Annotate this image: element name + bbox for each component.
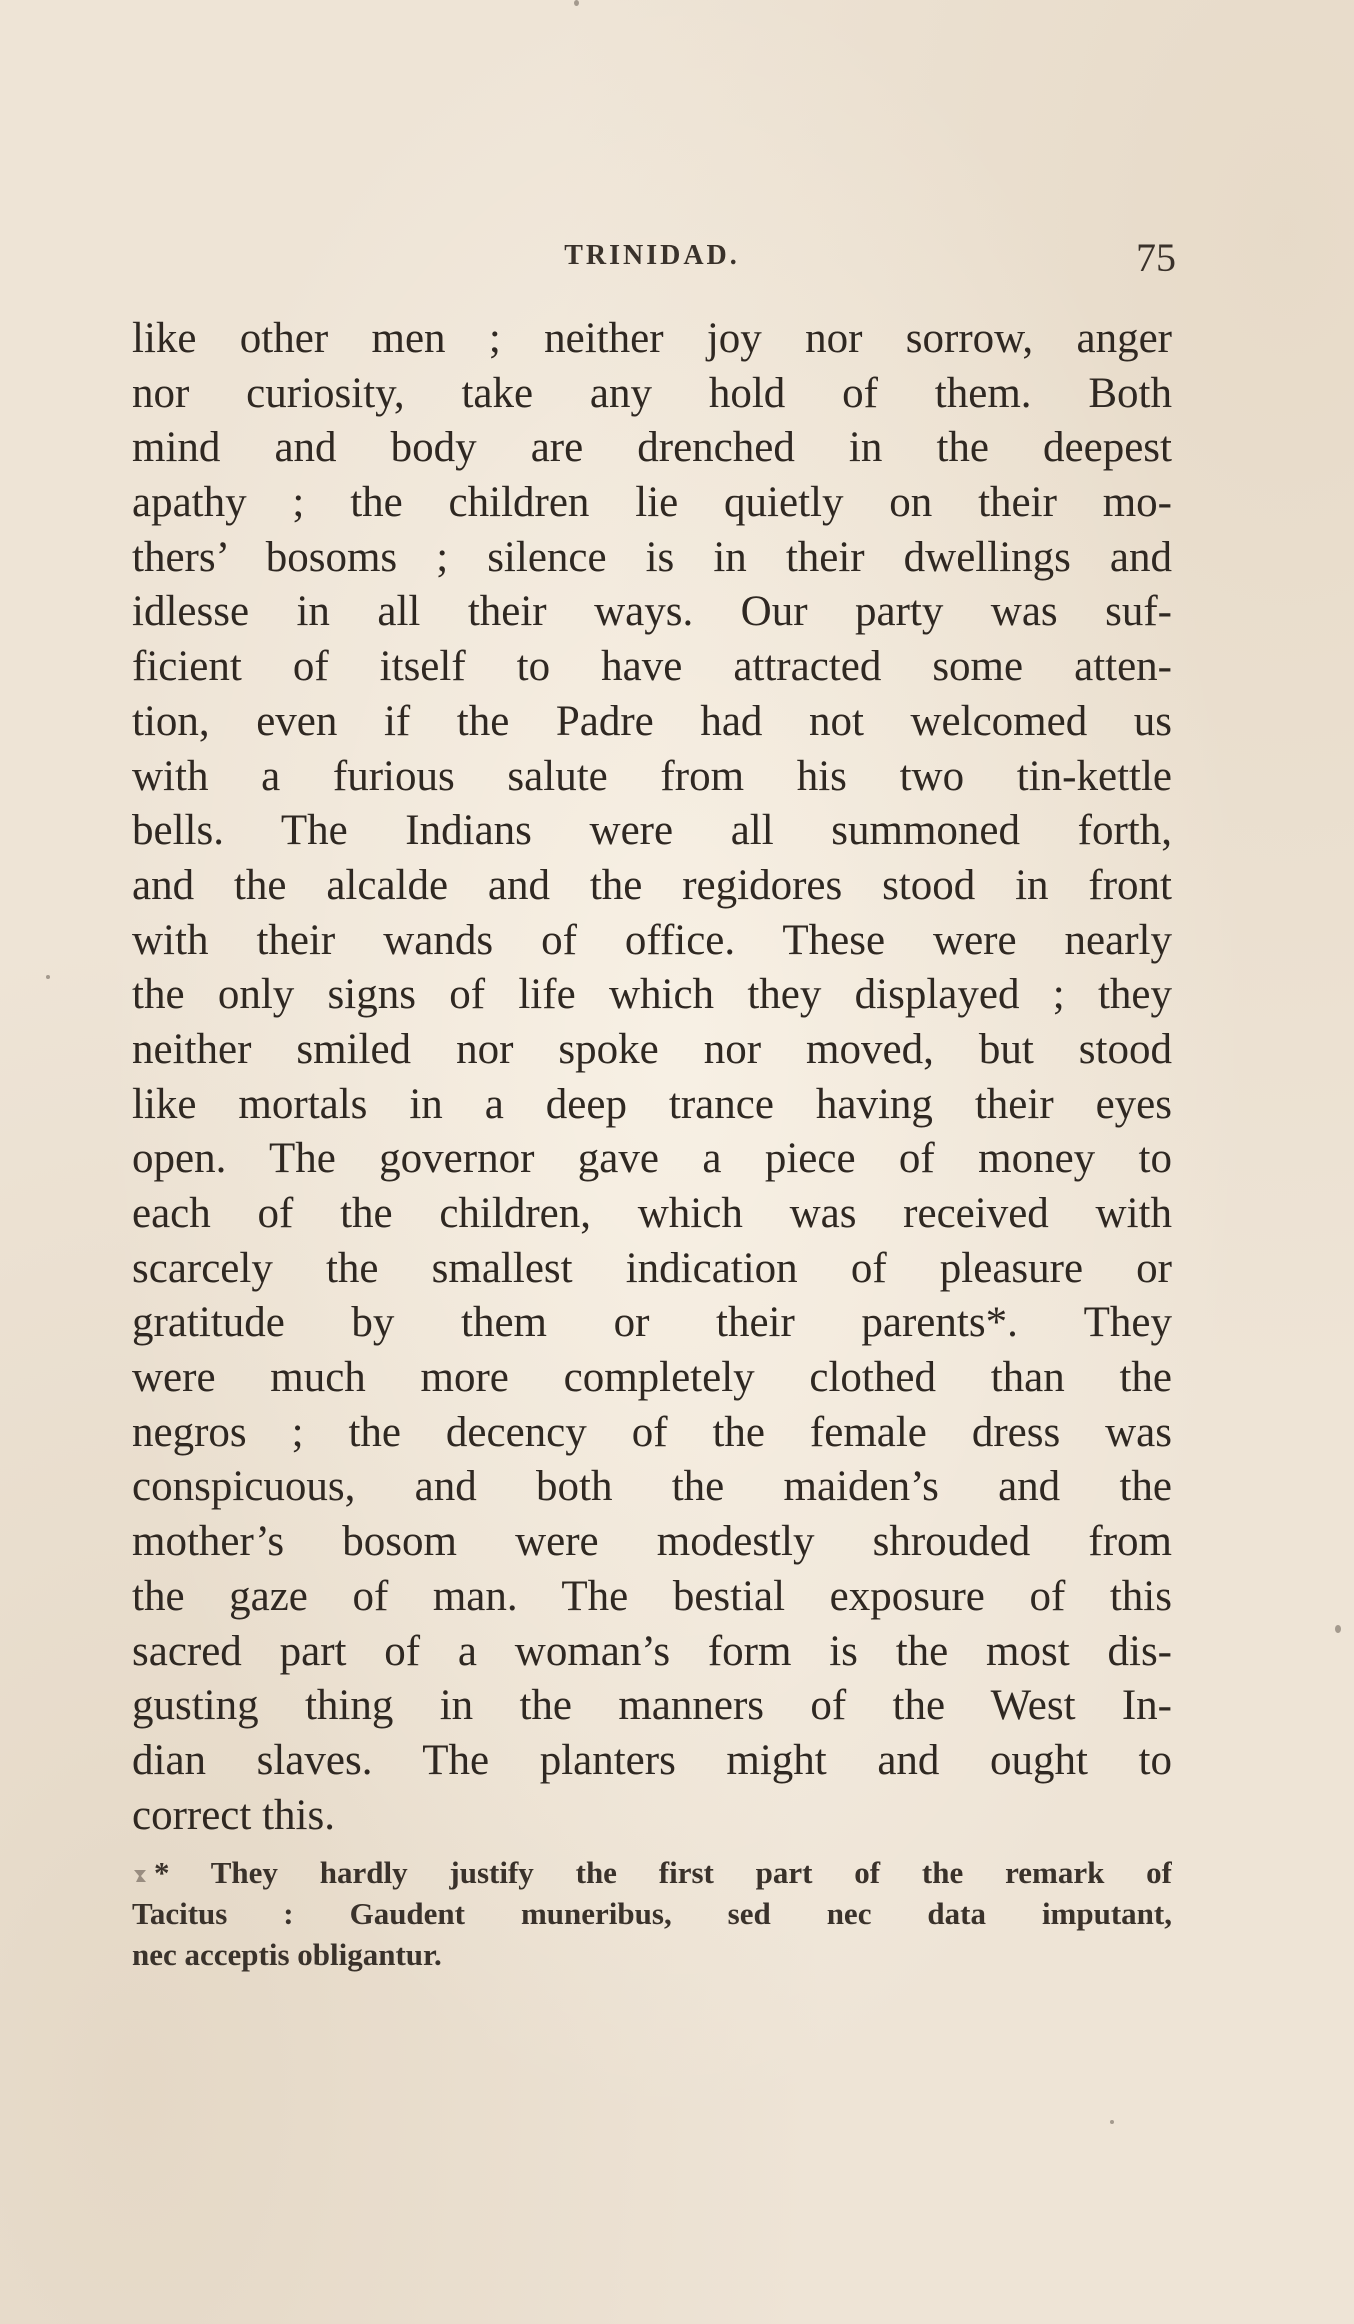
text-line: apathy ; the children lie quietly on their mo-: [132, 479, 1172, 527]
paper-speck: [574, 0, 579, 6]
text-line: thers’ bosoms ; silence is in their dwellings and: [132, 533, 1172, 581]
text-line: negros ; the decency of the female dress was: [132, 1408, 1172, 1456]
footnote: [132, 1852, 1172, 1975]
text-line: gusting thing in the manners of the West In-: [132, 1682, 1172, 1730]
footnote-line: Tacitus : Gaudent muneribus, sed nec data imputant,: [132, 1896, 1172, 1931]
running-title: TRINIDAD.: [564, 240, 740, 271]
text-line: like mortals in a deep trance having their eyes: [132, 1080, 1172, 1128]
text-line: the gaze of man. The bestial exposure of this: [132, 1572, 1172, 1620]
text-line: open. The governor gave a piece of money to: [132, 1135, 1172, 1183]
text-line: sacred part of a woman’s form is the most dis-: [132, 1627, 1172, 1675]
text-line: ficient of itself to have attracted some atten-: [132, 643, 1172, 691]
text-line: with their wands of office. These were nearly: [132, 916, 1172, 964]
footnote-line: [132, 1852, 1172, 1893]
text-line: with a furious salute from his two tin-kettle: [132, 752, 1172, 800]
page-number: 75: [1136, 235, 1176, 280]
text-line: tion, even if the Padre had not welcomed us: [132, 697, 1172, 745]
text-line: dian slaves. The planters might and ought to: [132, 1736, 1172, 1784]
text-line: neither smiled nor spoke nor moved, but stood: [132, 1025, 1172, 1073]
footnote-text: * They hardly justify the first part of the remark of: [154, 1855, 1172, 1890]
body-text: [132, 312, 1172, 1843]
smudge-mark-icon: [132, 1867, 150, 1885]
text-line: conspicuous, and both the maiden’s and the: [132, 1463, 1172, 1511]
text-line: nor curiosity, take any hold of them. Both: [132, 369, 1172, 417]
text-line: each of the children, which was received with: [132, 1190, 1172, 1237]
running-head: [132, 235, 1176, 280]
text-line: mother’s bosom were modestly shrouded from: [132, 1518, 1172, 1566]
footnote-line: nec acceptis obligantur.: [132, 1937, 442, 1972]
text-line: and the alcalde and the regidores stood in front: [132, 861, 1172, 909]
paper-speck: [46, 975, 50, 979]
text-line: bells. The Indians were all summoned forth,: [132, 807, 1172, 855]
text-line: like other men ; neither joy nor sorrow, anger: [132, 315, 1172, 362]
text-line: gratitude by them or their parents*. They: [132, 1299, 1172, 1347]
text-line: idlesse in all their ways. Our party was suf-: [132, 588, 1172, 636]
paper-speck: [1335, 1625, 1341, 1633]
paper-speck: [1110, 2120, 1114, 2124]
text-line: scarcely the smallest indication of pleasure or: [132, 1244, 1172, 1292]
text-line: correct this.: [132, 1791, 335, 1839]
text-line: were much more completely clothed than the: [132, 1354, 1172, 1402]
text-line: mind and body are drenched in the deepest: [132, 424, 1172, 472]
text-line: the only signs of life which they displayed ; they: [132, 971, 1172, 1019]
